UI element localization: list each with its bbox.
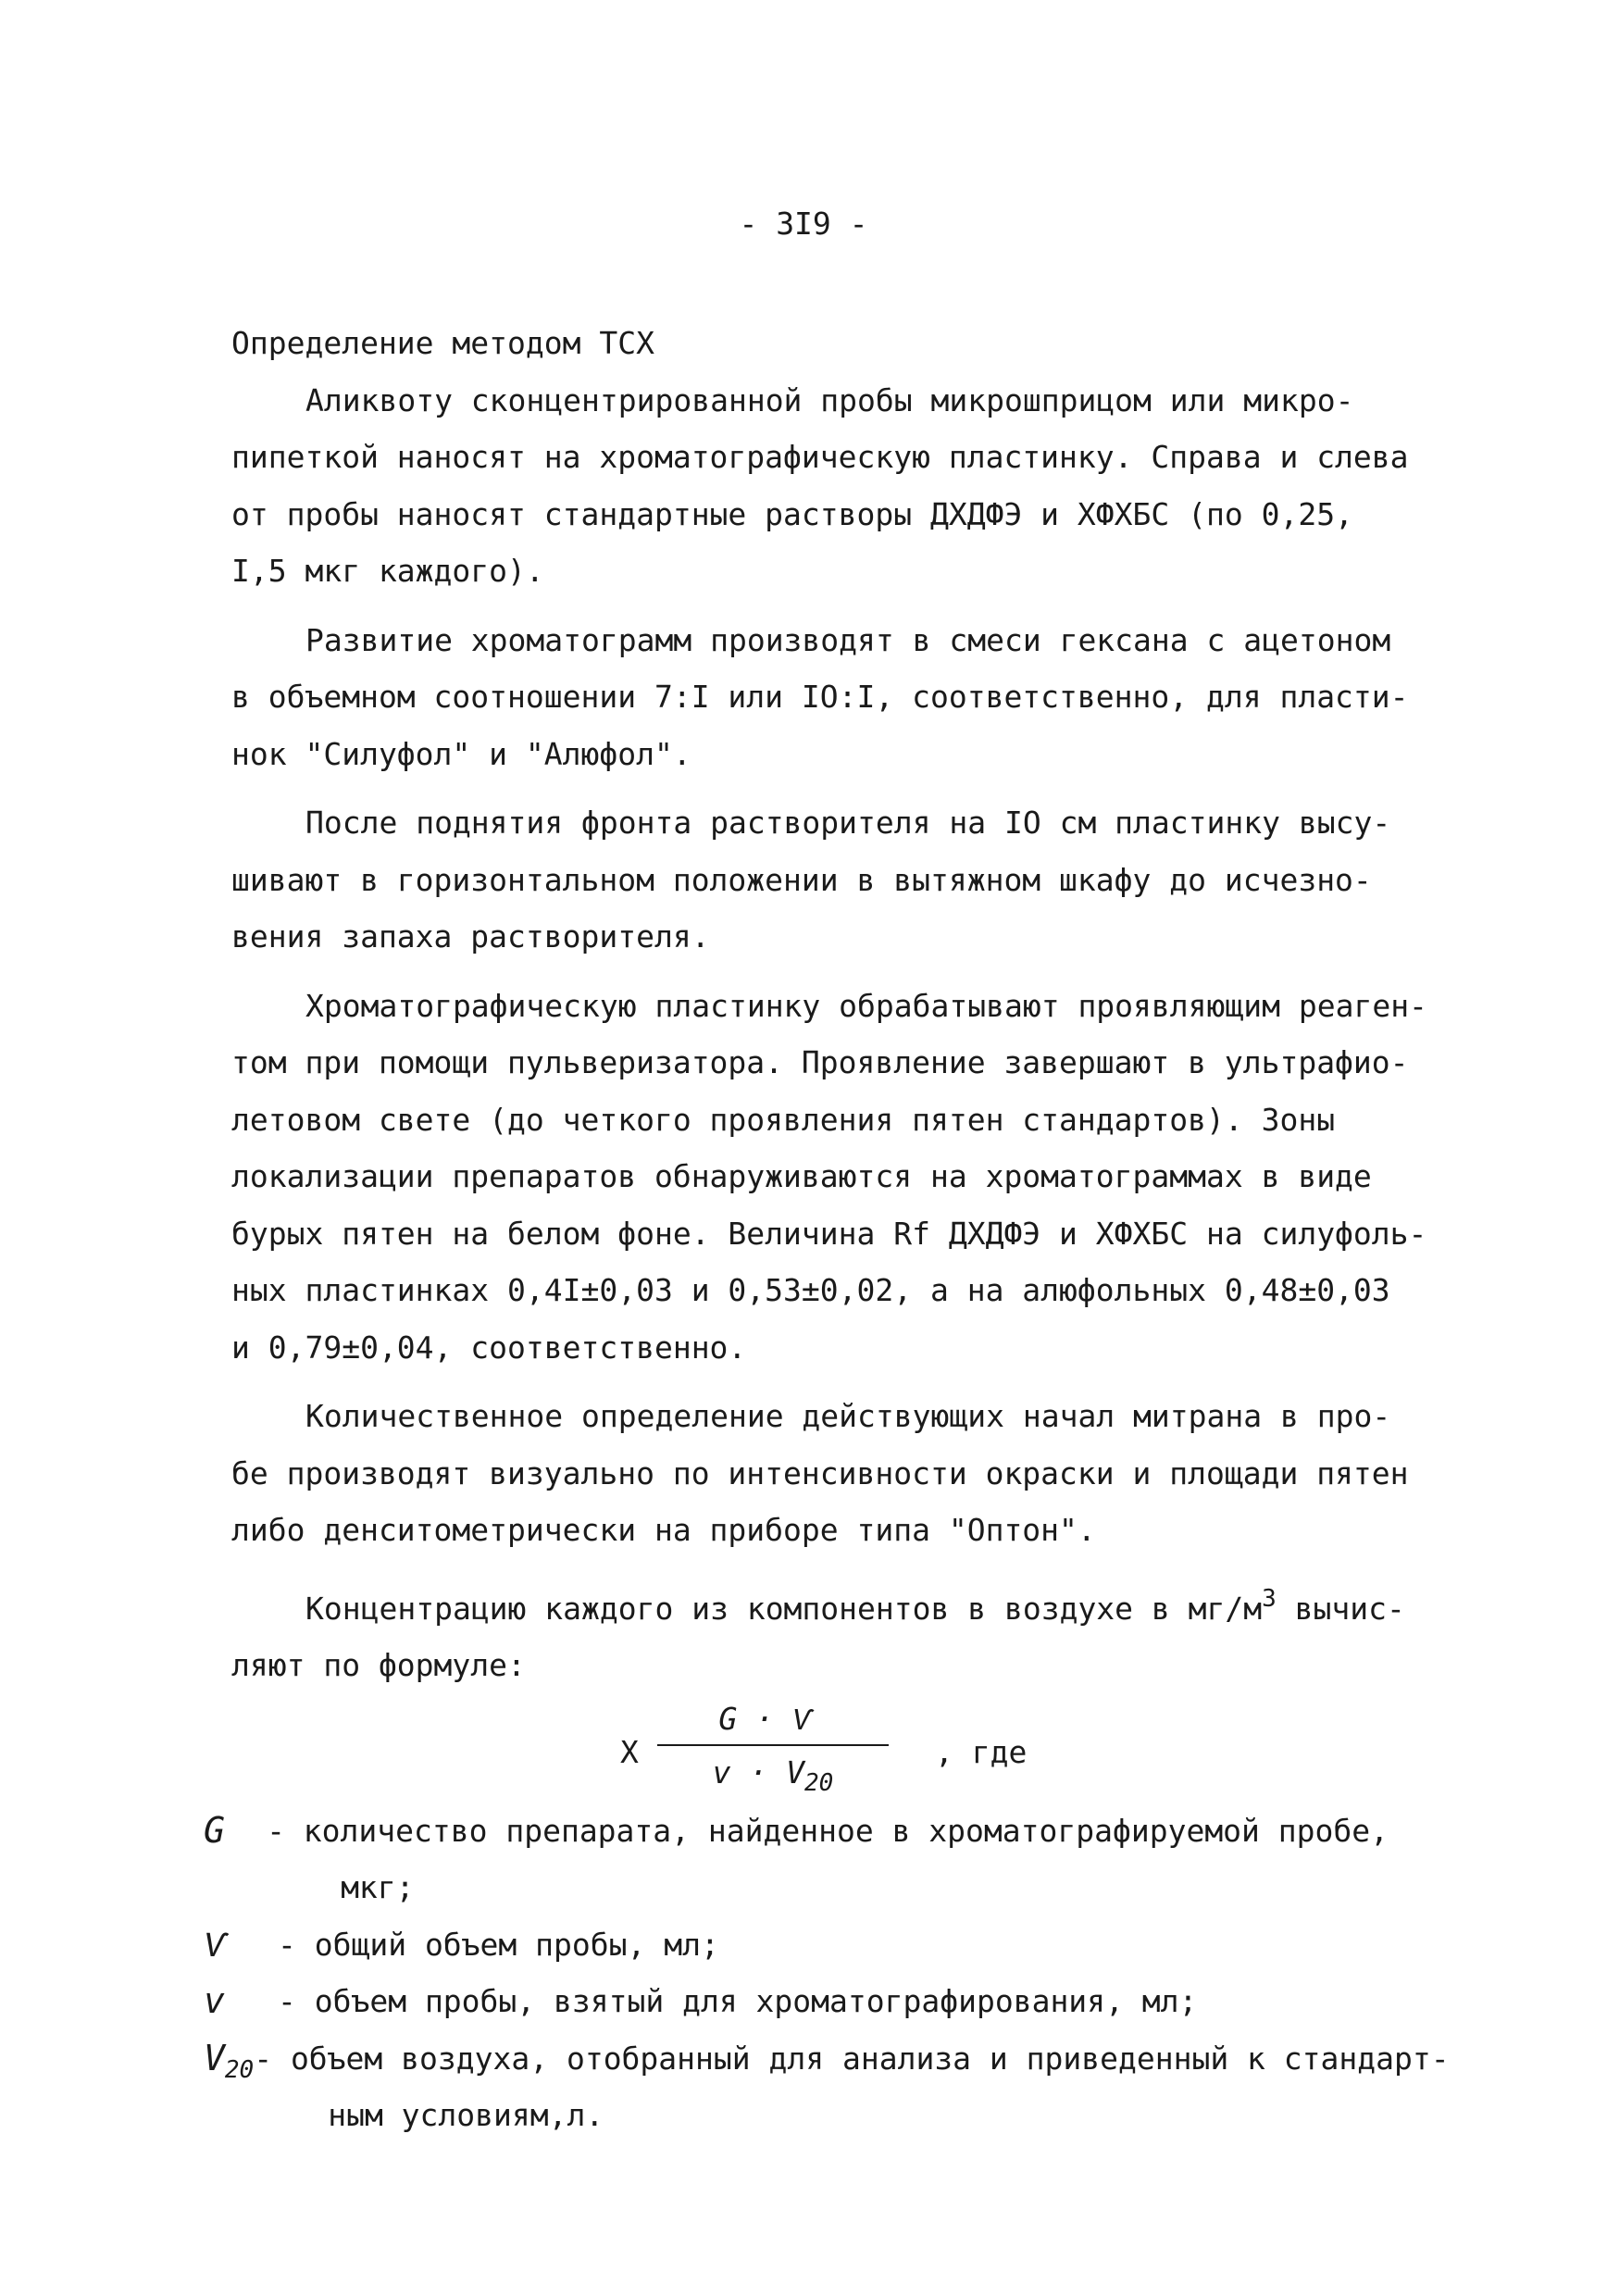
variable-definitions: [204, 1803, 1450, 2144]
definition-text: мкг;: [341, 1869, 415, 1905]
definition-symbol: G: [204, 1809, 225, 1851]
text-line: ляют по формуле:: [231, 1647, 526, 1683]
definition-text: - количество препарата, найденное в хроматографируемой пробе,: [267, 1812, 1389, 1849]
text-line: и 0,79±0,04, соответственно.: [231, 1329, 747, 1366]
text-line: летовом свете (до четкого проявления пятен стандартов). Зоны: [231, 1101, 1336, 1138]
text-line: локализации препаратов обнаруживаются на хроматограммах в виде: [231, 1158, 1372, 1194]
text-line: ных пластинках 0,4I±0,03 и 0,53±0,02, а на алюфольных 0,48±0,03: [231, 1272, 1390, 1308]
paragraph-visualization: [231, 978, 1427, 1377]
text-line: от пробы наносят стандартные растворы ДХДФЭ и ХФХБС (по 0,25,: [231, 495, 1353, 532]
text-line: в объемном соотношении 7:I или IO:I, соответственно, для пласти-: [231, 679, 1409, 715]
section-heading: Определение методом ТСХ: [231, 325, 654, 361]
definition-text: ным условиям,л.: [328, 2097, 604, 2133]
text-line: пипеткой наносят на хроматографическую пластинку. Справа и слева: [231, 439, 1409, 475]
text-line: бурых пятен на белом фоне. Величина Rf ДХДФЭ и ХФХБС на силуфоль-: [231, 1215, 1427, 1252]
formula-denominator: $v \cdot V_{20}$: [712, 1753, 834, 1797]
paragraph-aliquot: [231, 372, 1409, 600]
text-line: бе производят визуально по интенсивности окраски и площади пятен: [231, 1454, 1409, 1491]
text-line: либо денситометрически на приборе типа "Оптон".: [231, 1512, 1096, 1548]
text-line: Концентрацию каждого из компонентов в воздухе в $мг/м^3$ вычис-: [305, 1584, 1405, 1627]
text-line: вения запаха растворителя.: [231, 918, 710, 955]
paragraph-quantitative: [231, 1388, 1409, 1559]
definition-item: [204, 1916, 1389, 1974]
concentration-formula: [231, 1696, 1389, 1803]
definition-item: [204, 1973, 1389, 2030]
text-line: I,5 мкг каждого).: [231, 553, 544, 589]
formula-x: X: [620, 1733, 639, 1770]
document-body: [204, 315, 1450, 2144]
text-line: шивают в горизонтальном положении в вытяжном шкафу до исчезно-: [231, 861, 1372, 898]
definition-text: - общий объем пробы, мл;: [278, 1926, 719, 1963]
definition-symbol: v: [204, 1980, 225, 2021]
text-line: Развитие хроматограмм производят в смеси гексана с ацетоном: [305, 621, 1391, 658]
definition-symbol: $V_{20}$: [204, 2037, 255, 2084]
text-line: нок "Силуфол" и "Алюфол".: [231, 735, 691, 772]
paragraph-drying: [231, 794, 1389, 966]
paragraph-concentration: [231, 1571, 1405, 1694]
definition-text: - объем воздуха, отобранный для анализа и приведенный к стандарт-: [254, 2040, 1450, 2077]
definition-text: - объем пробы, взятый для хроматографирования, мл;: [278, 1983, 1198, 2019]
formula-numerator: G · Ѵ: [657, 1696, 889, 1746]
text-line: том при помощи пульверизатора. Проявление завершают в ультрафио-: [231, 1044, 1409, 1080]
definition-item: [204, 2030, 1450, 2144]
paragraph-development: [231, 612, 1409, 783]
formula-fraction: [657, 1696, 889, 1810]
page-number: - 3I9 -: [739, 206, 868, 242]
text-line: Количественное определение действующих начал митрана в про-: [305, 1398, 1391, 1434]
definition-item: [204, 1803, 1389, 1916]
definition-symbol: Ѵ: [204, 1923, 225, 1965]
text-line: После поднятия фронта растворителя на IO см пластинку высу-: [305, 805, 1391, 841]
text-line: Аликвоту сконцентрированной пробы микрошприцом или микро-: [305, 381, 1354, 418]
text-line: Хроматографическую пластинку обрабатывают проявляющим реаген-: [305, 987, 1427, 1024]
formula-where: , где: [935, 1733, 1028, 1770]
